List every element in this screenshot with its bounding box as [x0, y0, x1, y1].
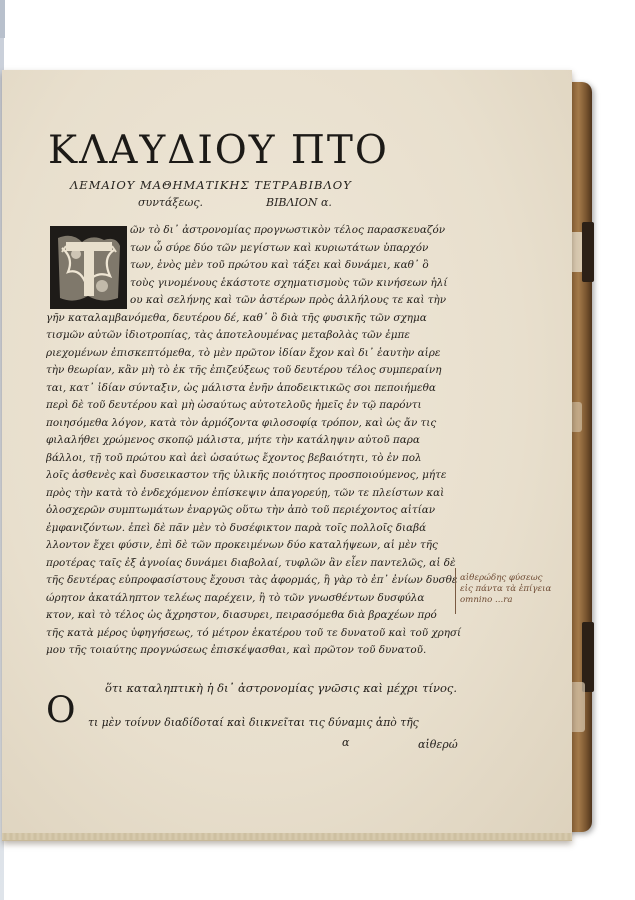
- section-initial: Ο: [46, 690, 76, 731]
- text-line: ῶν τὸ δι᾽ ἀστρονομίας προγνωστικὸν τέλος παρασκευαζόν: [130, 224, 446, 236]
- catchword: αἰθερώ: [418, 738, 458, 751]
- text-line: των ὦ σύρε δύο τῶν μεγίστων καὶ κυριωτάτων ὑπαρχόν: [130, 241, 429, 254]
- page-edges: [2, 833, 572, 840]
- page-subtitle: ΛΕΜΑΙΟΥ ΜΑΘΗΜΑΤΙΚΗΣ ΤΕΤΡΑΒΙΒΛΟΥ: [70, 178, 352, 192]
- text-line: τῆς δευτέρας εὐπροφασίστους ἔχουσι τὰς ἀφορμάς, ἢ γὰρ τὸ ἐπ᾽ ἐνίων δυσθε: [46, 574, 458, 586]
- section-first-line: τι μὲν τοίνυν διαδίδοταί καὶ διικνεῖται τις δύναμις ἀπὸ τῆς: [88, 716, 419, 729]
- text-line: βάλλοι, τῇ τοῦ πρώτου καὶ ἀεὶ ὡσαύτως ἔχοντος βεβαιότητι, τὸ ἐν πολ: [46, 451, 422, 464]
- text-line: ου καὶ σελήνης καὶ τῶν ἀστέρων πρὸς ἀλλήλους τε καὶ τὴν: [130, 294, 447, 306]
- text-line: τὴν θεωρίαν, κἂν μὴ τὸ ἐκ τῆς ἐπιζεύξεως τοῦ δευτέρου τέλος συμπεραίνη: [46, 364, 442, 376]
- signature-mark: α: [342, 736, 350, 749]
- text-line: ται, κατ᾽ ἰδίαν σύνταξιν, ὡς μάλιστα ἐνῆν ἀποδεικτικῶς σοι πεποιήμεθα: [46, 381, 436, 394]
- text-line: τοὺς γινομένους ἑκάστοτε σχηματισμοὺς τῶν κινήσεων ἡλί: [130, 276, 448, 289]
- binding-clasp-bottom: [582, 622, 594, 692]
- text-line: μου τῆς τοιαύτης προγνώσεως ἐπισκέψασθαι, καὶ πρῶτον τοῦ δυνατοῦ.: [46, 644, 427, 656]
- text-line: λλοντον ἔχει φύσιν, ἐπὶ δὲ τῶν προκειμένων δύο καταλήψεων, αἱ μὲν τῆς: [46, 539, 438, 551]
- text-line: τῆς κατὰ μέρος ὑφηγήσεως, τό μέτρον ἑκατέρου τοῦ τε δυνατοῦ καὶ τοῦ χρησί: [46, 626, 462, 639]
- text-line: πρὸς τὴν κατὰ τὸ ἐνδεχόμενον ἐπίσκεψιν ἀπαγορεύῃ, τῶν τε πλείστων καὶ: [46, 486, 445, 499]
- left-edge-strip-top: [0, 0, 5, 38]
- text-line: ὁλοσχερῶν συμπτωμάτων ἐναργῶς οὕτω τὴν ἀπὸ τοῦ περιέχοντος αἰτίαν: [46, 504, 436, 516]
- text-line: των, ἑνὸς μὲν τοῦ πρώτου καὶ τάξει καὶ δυνάμει, καθ᾽ ὃ: [130, 259, 429, 271]
- text-line: φιλαλήθει χρώμενος σκοπῷ μάλιστα, μήτε τὴν κατάληψιν αὐτοῦ παρα: [46, 434, 420, 446]
- text-line: κτον, καὶ τὸ τέλος ὡς ἄχρηστον, διασυρει, πειρασόμεθα διὰ βραχέων πρό: [46, 609, 437, 621]
- text-line: ἐμφανιζόντων. ἐπεὶ δὲ πᾶν μὲν τὸ δυσέφικτον παρὰ τοῖς πολλοῖς διαβά: [46, 521, 427, 534]
- text-line: ποιησόμεθα λόγον, κατὰ τὸν ἁρμόζοντα φιλοσοφίᾳ τρόπον, καὶ ὡς ἄν τις: [46, 416, 437, 429]
- marginalia-line: αἰθερώδης φύσεως: [460, 573, 543, 583]
- text-line: τισμῶν αὐτῶν ἰδιοτροπίας, τὰς ἀποτελουμένας μεταβολὰς τῶν ἐμπε: [46, 329, 410, 341]
- text-line: λοῖς ἀσθενὲς καὶ δυσεικαστον τῆς ὑλικῆς ποιότητος προσποιούμενος, μήτε: [46, 469, 447, 481]
- binding-clasp-top: [582, 222, 594, 282]
- handwritten-marginalia: [460, 573, 565, 606]
- marginalia-line: omnino ...ra: [460, 595, 513, 605]
- text-line: ώρητον ἀκατάληπτον τελέως παρέχειν, ἢ τὸ τῶν γνωσθέντων δυσφύλα: [46, 591, 425, 604]
- marginalia-line: εἰς πάντα τὰ ἐπίγεια: [460, 584, 552, 594]
- text-line: περὶ δὲ τοῦ δευτέρου καὶ μὴ ὡσαύτως αὐτοτελοῦς ἡμεῖς ἐν τῷ παρόντι: [46, 399, 422, 411]
- section-heading: ὅτι καταληπτικὴ ἡ δι᾽ ἀστρονομίας γνῶσις καὶ μέχρι τίνος.: [105, 681, 457, 695]
- text-line: ριεχομένων ἐπισκεπτόμεθα, τὸ μὲν πρῶτον ἰδίαν ἔχον καὶ δι᾽ ἑαυτὴν αἱρε: [46, 346, 441, 359]
- decorated-initial-art: [52, 228, 125, 307]
- text-line: γῆν καταλαμβανόμεθα, δευτέρου δέ, καθ᾽ ὃ διὰ τῆς φυσικῆς τῶν σχημα: [46, 311, 427, 324]
- book-number: ΒΙΒΛΙΟΝ α.: [266, 196, 332, 209]
- page-title: ΚΛΑΥΔΙΟΥ ΠΤΟ: [48, 128, 389, 173]
- subline-left: συντάξεως.: [138, 196, 203, 209]
- text-line: προτέρας ταῖς ἐξ ἀγνοίας δυνάμει διαβολαί, τυφλῶν ἂν εἶεν παντελῶς, αἱ δὲ: [46, 556, 456, 569]
- decorated-initial: [50, 226, 127, 309]
